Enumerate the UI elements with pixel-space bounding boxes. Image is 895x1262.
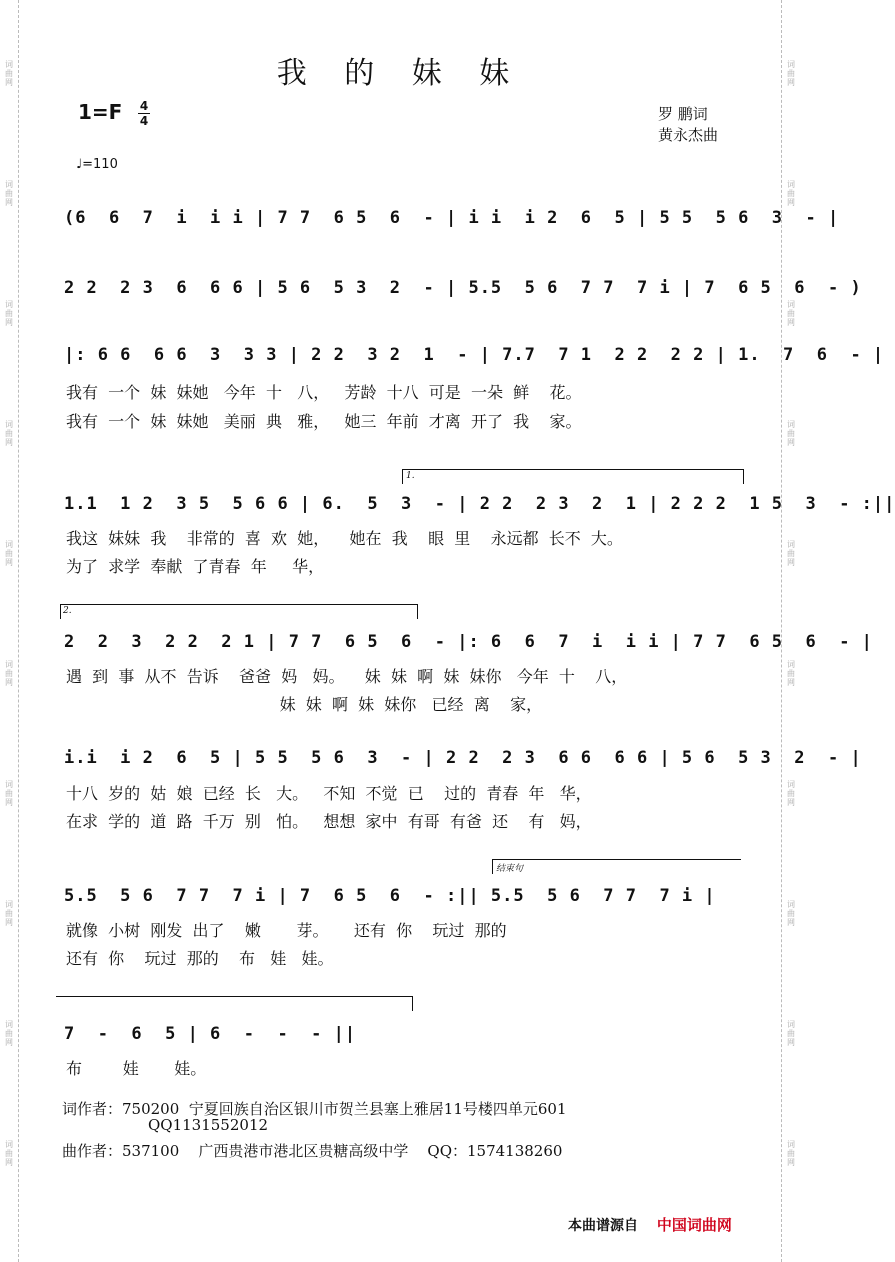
watermark-mark-left-5: 词 曲 网: [5, 660, 13, 687]
lyric-row-8: 布 娃 娃。: [66, 1059, 207, 1078]
lyric-row-4-verse-1: 我这 妹妹 我 非常的 喜 欢 她， 她在 我 眼 里 永远都 长不 大。: [66, 529, 623, 548]
lyric-row-4-verse-2: 为了 求学 奉献 了青春 年 华，: [66, 557, 325, 576]
lyricist-contact: 词作者：750200 宁夏回族自治区银川市贺兰县塞上雅居11号楼四单元601: [62, 1100, 567, 1118]
watermark-mark-left-6: 词 曲 网: [5, 780, 13, 807]
ending-phrase-label: 结束句: [496, 864, 524, 874]
watermark-mark-left-1: 词 曲 网: [5, 180, 13, 207]
watermark-mark-right-7: 词 曲 网: [787, 900, 795, 927]
tempo-marking: ♩=110: [76, 157, 118, 172]
notation-row-6: i.i i 2 6 5 | 5 5 5 6 3 - | 2 2 2 3 6 6 6 6 | 5 6 5 3 2 - |: [64, 748, 862, 768]
lyric-row-6-verse-1: 十八 岁的 姑 娘 已经 长 大。 不知 不觉 已 过的 青春 年 华，: [66, 784, 592, 803]
watermark-mark-left-2: 词 曲 网: [5, 300, 13, 327]
ending-phrase-bracket: [492, 859, 741, 874]
watermark-mark-right-3: 词 曲 网: [787, 420, 795, 447]
watermark-mark-right-4: 词 曲 网: [787, 540, 795, 567]
watermark-mark-right-5: 词 曲 网: [787, 660, 795, 687]
watermark-mark-right-6: 词 曲 网: [787, 780, 795, 807]
time-signature-bottom: 4: [139, 114, 149, 128]
lyric-row-7-verse-1: 就像 小树 刚发 出了 嫩 芽。 还有 你 玩过 那的: [66, 921, 507, 940]
lyric-row-7-verse-2: 还有 你 玩过 那的 布 娃 娃。: [66, 949, 334, 968]
watermark-mark-right-2: 词 曲 网: [787, 300, 795, 327]
watermark-mark-left-7: 词 曲 网: [5, 900, 13, 927]
watermark-mark-right-9: 词 曲 网: [787, 1140, 795, 1167]
notation-row-3: |: 6 6 6 6 3 3 3 | 2 2 3 2 1 - | 7.7 7 1 2 2 2 2 | 1. 7 6 - |: [64, 345, 885, 365]
lyricist-qq: QQ1131552012: [148, 1116, 269, 1134]
watermark-mark-right-8: 词 曲 网: [787, 1020, 795, 1047]
watermark-mark-left-9: 词 曲 网: [5, 1140, 13, 1167]
first-ending-bracket: [402, 469, 744, 484]
watermark-mark-right-1: 词 曲 网: [787, 180, 795, 207]
notation-row-4: 1.1 1 2 3 5 5 6 6 | 6. 5 3 - | 2 2 2 3 2 1 | 2 2 2 1 5 3 - :||: [64, 494, 895, 514]
watermark-mark-left-8: 词 曲 网: [5, 1020, 13, 1047]
watermark-mark-left-3: 词 曲 网: [5, 420, 13, 447]
lyric-row-3-verse-2: 我有 一个 妹 妹她 美丽 典 雅， 她三 年前 才离 开了 我 家。: [66, 412, 582, 431]
composer-contact: 曲作者：537100 广西贵港市港北区贵糖高级中学 QQ：1574138260: [62, 1142, 563, 1160]
second-ending-bracket: [60, 604, 418, 619]
lyric-row-3-verse-1: 我有 一个 妹 妹她 今年 十 八， 芳龄 十八 可是 一朵 鲜 花。: [66, 383, 582, 402]
second-ending-label: 2.: [63, 606, 72, 616]
notation-row-5: 2 2 3 2 2 2 1 | 7 7 6 5 6 - |: 6 6 7 i i i | 7 7 6 5 6 - |: [64, 632, 873, 652]
lyricist-credit: 罗 鹏词: [658, 105, 708, 123]
composer-credit: 黄永杰曲: [658, 126, 719, 144]
left-watermark-strip: [0, 0, 19, 1262]
watermark-mark-left-4: 词 曲 网: [5, 540, 13, 567]
time-signature-top: 4: [139, 99, 149, 113]
notation-row-7: 5.5 5 6 7 7 7 i | 7 6 5 6 - :|| 5.5 5 6 7 7 7 i |: [64, 886, 716, 906]
lyric-row-6-verse-2: 在求 学的 道 路 千万 别 怕。 想想 家中 有哥 有爸 还 有 妈，: [66, 812, 592, 831]
ending-phrase-bracket-continued: [56, 996, 413, 1011]
lyric-row-5-verse-2: 妹 妹 啊 妹 妹你 已经 离 家，: [66, 695, 543, 714]
notation-row-1: (6 6 7 i i i | 7 7 6 5 6 - | i i i 2 6 5 | 5 5 5 6 3 - |: [64, 208, 840, 228]
source-site-link[interactable]: 中国词曲网: [656, 1216, 732, 1234]
song-title: 我 的 妹 妹: [276, 56, 524, 91]
watermark-mark-right-0: 词 曲 网: [787, 60, 795, 87]
notation-row-2: 2 2 2 3 6 6 6 | 5 6 5 3 2 - | 5.5 5 6 7 7 7 i | 7 6 5 6 - ): [64, 278, 862, 298]
watermark-mark-left-0: 词 曲 网: [5, 60, 13, 87]
source-credit: [568, 1214, 732, 1235]
key-signature: 1=F: [78, 100, 123, 124]
time-signature: [138, 100, 150, 127]
notation-row-8: 7 - 6 5 | 6 - - - ||: [64, 1024, 357, 1044]
first-ending-label: 1.: [406, 471, 415, 481]
lyric-row-5-verse-1: 遇 到 事 从不 告诉 爸爸 妈 妈。 妹 妹 啊 妹 妹你 今年 十 八，: [66, 667, 628, 686]
source-label: 本曲谱源自: [568, 1218, 638, 1234]
right-watermark-strip: [781, 0, 800, 1262]
